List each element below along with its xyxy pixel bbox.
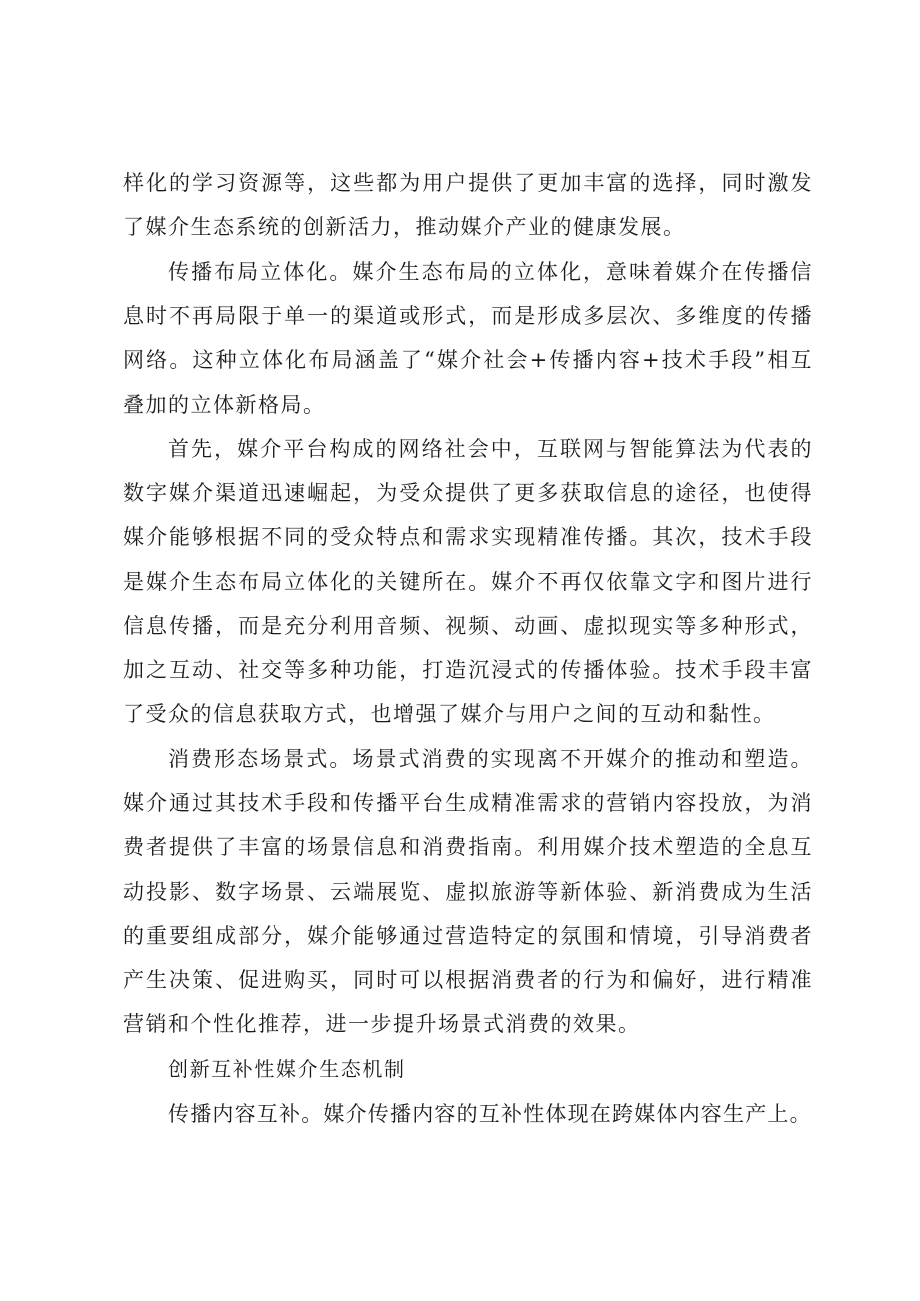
- section-heading: 创新互补性媒介生态机制: [168, 1057, 406, 1081]
- paragraph-content-complement: 传播内容互补。媒介传播内容的互补性体现在跨媒体内容生产上。: [168, 1102, 812, 1126]
- paragraph-continuation: 样化的学习资源等，这些都为用户提供了更加丰富的选择，同时激发了媒介生态系统的创新活力，推动媒介产业的健康发展。: [123, 171, 813, 240]
- paragraph-first-second: 首先，媒介平台构成的网络社会中，互联网与智能算法为代表的数字媒介渠道迅速崛起，为受众提供了更多获取信息的途径，也使得媒介能够根据不同的受众特点和需求实现精准传播。其次，技术手段是媒介生态布局立体化的关键所在。媒介不再仅依靠文字和图片进行信息传播，而是充分利用音频、视频、动画、虚拟现实等多种形式，加之互动、社交等多种功能，打造沉浸式的传播体验。技术手段丰富了受众的信息获取方式，也增强了媒介与用户之间的互动和黏性。: [123, 437, 813, 727]
- paragraph-communication-layout: 传播布局立体化。媒介生态布局的立体化，意味着媒介在传播信息时不再局限于单一的渠道或形式，而是形成多层次、多维度的传播网络。这种立体化布局涵盖了“媒介社会+传播内容+技术手段”相互叠加的立体新格局。: [123, 260, 813, 417]
- paragraph-consumption-scene: 消费形态场景式。场景式消费的实现离不开媒介的推动和塑造。媒介通过其技术手段和传播平台生成精准需求的营销内容投放，为消费者提供了丰富的场景信息和消费指南。利用媒介技术塑造的全息互动投影、数字场景、云端展览、虚拟旅游等新体验、新消费成为生活的重要组成部分，媒介能够通过营造特定的氛围和情境，引导消费者产生决策、促进购买，同时可以根据消费者的行为和偏好，进行精准营销和个性化推荐，进一步提升场景式消费的效果。: [123, 747, 813, 1037]
